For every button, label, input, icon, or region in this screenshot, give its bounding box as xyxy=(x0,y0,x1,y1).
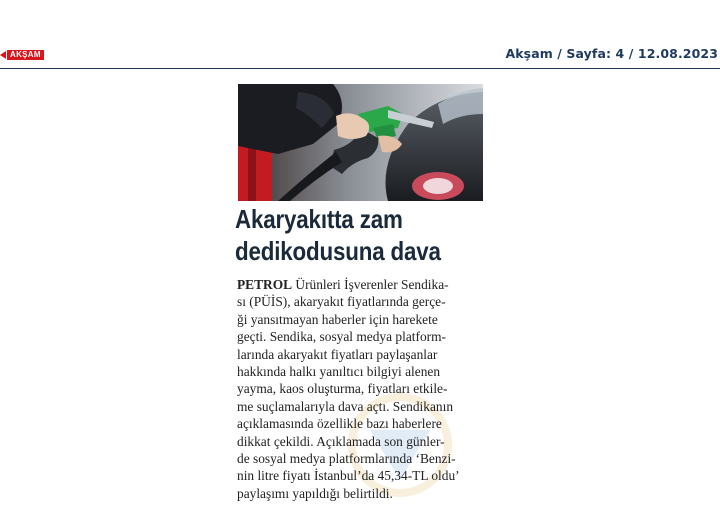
logo-text: AKŞAM xyxy=(7,50,44,60)
body-line: açıklamasında özellikle bazı haberlere xyxy=(237,416,442,432)
header-divider xyxy=(0,68,720,69)
body-line: ği yansıtmayan haberler için harekete xyxy=(237,311,438,327)
body-line: de sosyal medya platformlarında ‘Benzi- xyxy=(237,451,456,467)
body-line: geçti. Sendika, sosyal medya platform- xyxy=(237,329,446,345)
body-line: sı (PÜİS), akaryakıt fiyatlarında gerçe- xyxy=(237,294,446,310)
body-line: paylaşımı yapıldığı belirtildi. xyxy=(237,485,393,501)
aksam-logo xyxy=(0,49,44,60)
headline-line: Akaryakıtta zam xyxy=(235,204,403,234)
fuel-nozzle-photo xyxy=(238,84,483,201)
body-line: dikkat çekildi. Açıklamada son günler- xyxy=(237,433,445,449)
body-line: yayma, kaos oluşturma, fiyatları etkile- xyxy=(237,381,448,397)
fuel-pump-illustration xyxy=(238,84,483,201)
body-line: me suçlamalarıyla dava açtı. Sendikanın xyxy=(237,398,454,414)
source-line: Akşam / Sayfa: 4 / 12.08.2023 xyxy=(505,46,718,61)
body-line-text: Ürünleri İşverenler Sendika- xyxy=(292,277,449,292)
body-line: nin litre fiyatı İstanbul’da 45,34-TL oldu’ xyxy=(237,468,460,484)
article-body xyxy=(237,276,487,502)
body-line: hakkında halkı yanıltıcı bilgiyi alenen xyxy=(237,364,441,380)
article-headline xyxy=(235,203,450,267)
logo-arrow-icon xyxy=(0,51,6,59)
clipping-header xyxy=(0,0,720,70)
body-line: larında akaryakıt fiyatları paylaşanlar xyxy=(237,346,438,362)
body-line xyxy=(237,276,487,293)
headline-line: dedikodusuna dava xyxy=(235,236,441,266)
lead-word: PETROL xyxy=(237,277,293,292)
